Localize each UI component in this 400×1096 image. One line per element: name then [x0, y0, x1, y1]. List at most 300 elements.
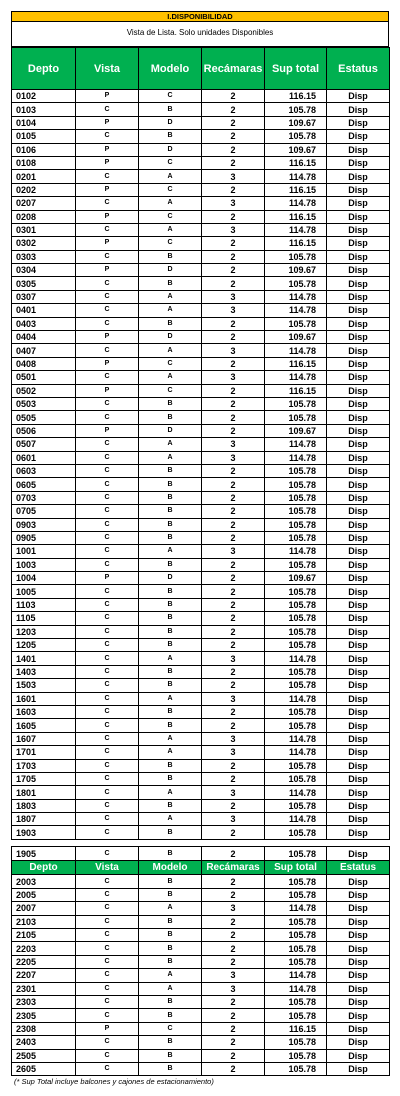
cell-modelo: B — [139, 705, 202, 718]
table-row — [12, 746, 390, 759]
cell-depto: 0108 — [12, 156, 76, 169]
cell-sup-total: 105.78 — [265, 598, 327, 611]
cell-vista: C — [76, 411, 139, 424]
cell-vista: C — [76, 955, 139, 968]
cell-estatus: Disp — [327, 103, 390, 116]
cell-recamaras: 3 — [202, 786, 265, 799]
table-row — [12, 357, 390, 370]
cell-vista: C — [76, 705, 139, 718]
cell-recamaras: 2 — [202, 505, 265, 518]
table-row — [12, 598, 390, 611]
cell-estatus: Disp — [327, 143, 390, 156]
cell-depto: 1103 — [12, 598, 76, 611]
cell-sup-total: 116.15 — [265, 237, 327, 250]
cell-depto: 0407 — [12, 344, 76, 357]
cell-sup-total: 114.78 — [265, 371, 327, 384]
cell-modelo: B — [139, 598, 202, 611]
cell-vista: P — [76, 357, 139, 370]
cell-modelo: A — [139, 170, 202, 183]
cell-recamaras: 2 — [202, 518, 265, 531]
cell-modelo: A — [139, 304, 202, 317]
cell-sup-total: 109.67 — [265, 331, 327, 344]
cell-vista: C — [76, 317, 139, 330]
table-row — [12, 942, 390, 955]
cell-recamaras: 2 — [202, 929, 265, 942]
table-row — [12, 1049, 390, 1062]
cell-estatus: Disp — [327, 969, 390, 982]
cell-sup-total: 105.78 — [265, 518, 327, 531]
cell-estatus: Disp — [327, 799, 390, 812]
cell-estatus: Disp — [327, 875, 390, 888]
cell-vista: C — [76, 996, 139, 1009]
cell-sup-total: 105.78 — [265, 558, 327, 571]
cell-recamaras: 3 — [202, 304, 265, 317]
column-header-depto: Depto — [12, 48, 76, 90]
cell-sup-total: 105.78 — [265, 103, 327, 116]
cell-sup-total: 105.78 — [265, 397, 327, 410]
cell-sup-total: 105.78 — [265, 625, 327, 638]
table-row — [12, 902, 390, 915]
cell-modelo: C — [139, 210, 202, 223]
cell-recamaras: 2 — [202, 250, 265, 263]
cell-depto: 1005 — [12, 585, 76, 598]
cell-recamaras: 3 — [202, 692, 265, 705]
cell-sup-total: 116.15 — [265, 183, 327, 196]
section-banner: I.DISPONIBILIDAD — [11, 11, 389, 22]
cell-depto: 2005 — [12, 888, 76, 901]
cell-sup-total: 114.78 — [265, 732, 327, 745]
cell-vista: P — [76, 90, 139, 103]
cell-modelo: D — [139, 264, 202, 277]
cell-sup-total: 105.78 — [265, 996, 327, 1009]
column-header-modelo: Modelo — [139, 48, 202, 90]
cell-depto: 1105 — [12, 612, 76, 625]
cell-modelo: C — [139, 384, 202, 397]
cell-vista: C — [76, 772, 139, 785]
cell-depto: 0506 — [12, 424, 76, 437]
cell-sup-total: 105.78 — [265, 585, 327, 598]
cell-vista: P — [76, 156, 139, 169]
cell-vista: C — [76, 902, 139, 915]
table-row — [12, 304, 390, 317]
cell-estatus: Disp — [327, 847, 390, 861]
cell-depto: 0305 — [12, 277, 76, 290]
cell-estatus: Disp — [327, 719, 390, 732]
cell-sup-total: 105.78 — [265, 826, 327, 840]
cell-recamaras: 2 — [202, 277, 265, 290]
cell-depto: 0601 — [12, 451, 76, 464]
cell-sup-total: 114.78 — [265, 290, 327, 303]
cell-modelo: B — [139, 639, 202, 652]
cell-sup-total: 114.78 — [265, 746, 327, 759]
column-header-recamaras: Recámaras — [202, 861, 265, 875]
cell-vista: C — [76, 942, 139, 955]
cell-modelo: D — [139, 116, 202, 129]
cell-sup-total: 114.78 — [265, 197, 327, 210]
cell-recamaras: 3 — [202, 290, 265, 303]
cell-recamaras: 2 — [202, 531, 265, 544]
cell-recamaras: 2 — [202, 719, 265, 732]
cell-depto: 2207 — [12, 969, 76, 982]
table-row — [12, 116, 390, 129]
cell-vista: C — [76, 888, 139, 901]
cell-recamaras: 2 — [202, 639, 265, 652]
cell-recamaras: 2 — [202, 116, 265, 129]
cell-vista: C — [76, 103, 139, 116]
cell-vista: C — [76, 304, 139, 317]
cell-recamaras: 3 — [202, 545, 265, 558]
cell-estatus: Disp — [327, 705, 390, 718]
table-row — [12, 847, 390, 861]
cell-modelo: B — [139, 772, 202, 785]
cell-modelo: C — [139, 1022, 202, 1035]
table-row — [12, 558, 390, 571]
cell-estatus: Disp — [327, 424, 390, 437]
cell-vista: C — [76, 585, 139, 598]
table-row — [12, 237, 390, 250]
cell-estatus: Disp — [327, 1062, 390, 1075]
cell-estatus: Disp — [327, 625, 390, 638]
table-row — [12, 732, 390, 745]
cell-recamaras: 3 — [202, 223, 265, 236]
cell-vista: C — [76, 875, 139, 888]
cell-recamaras: 2 — [202, 1062, 265, 1075]
cell-estatus: Disp — [327, 572, 390, 585]
cell-estatus: Disp — [327, 1009, 390, 1022]
table-row — [12, 210, 390, 223]
cell-sup-total: 114.78 — [265, 902, 327, 915]
cell-vista: C — [76, 639, 139, 652]
cell-vista: C — [76, 478, 139, 491]
cell-vista: C — [76, 732, 139, 745]
cell-recamaras: 2 — [202, 585, 265, 598]
cell-vista: C — [76, 371, 139, 384]
cell-modelo: D — [139, 572, 202, 585]
cell-vista: C — [76, 612, 139, 625]
cell-estatus: Disp — [327, 384, 390, 397]
cell-depto: 1003 — [12, 558, 76, 571]
cell-modelo: A — [139, 197, 202, 210]
cell-modelo: A — [139, 902, 202, 915]
cell-vista: C — [76, 652, 139, 665]
table-row — [12, 197, 390, 210]
cell-recamaras: 2 — [202, 598, 265, 611]
availability-document — [11, 11, 389, 1076]
cell-modelo: B — [139, 250, 202, 263]
cell-sup-total: 114.78 — [265, 652, 327, 665]
cell-estatus: Disp — [327, 612, 390, 625]
cell-estatus: Disp — [327, 518, 390, 531]
cell-estatus: Disp — [327, 1022, 390, 1035]
table-row — [12, 478, 390, 491]
cell-estatus: Disp — [327, 915, 390, 928]
cell-depto: 0302 — [12, 237, 76, 250]
cell-depto: 0301 — [12, 223, 76, 236]
cell-vista: C — [76, 1036, 139, 1049]
table-row — [12, 317, 390, 330]
cell-depto: 2505 — [12, 1049, 76, 1062]
cell-sup-total: 114.78 — [265, 813, 327, 826]
cell-depto: 0304 — [12, 264, 76, 277]
cell-recamaras: 2 — [202, 411, 265, 424]
cell-recamaras: 2 — [202, 679, 265, 692]
cell-depto: 0603 — [12, 464, 76, 477]
cell-sup-total: 116.15 — [265, 384, 327, 397]
cell-recamaras: 2 — [202, 665, 265, 678]
cell-sup-total: 109.67 — [265, 572, 327, 585]
cell-modelo: B — [139, 915, 202, 928]
cell-estatus: Disp — [327, 759, 390, 772]
table-row — [12, 826, 390, 840]
cell-modelo: B — [139, 875, 202, 888]
cell-sup-total: 105.78 — [265, 505, 327, 518]
table-row — [12, 786, 390, 799]
cell-depto: 0401 — [12, 304, 76, 317]
table-row — [12, 612, 390, 625]
cell-vista: C — [76, 746, 139, 759]
cell-estatus: Disp — [327, 786, 390, 799]
cell-recamaras: 2 — [202, 826, 265, 840]
table-row — [12, 719, 390, 732]
cell-sup-total: 114.78 — [265, 969, 327, 982]
cell-sup-total: 114.78 — [265, 223, 327, 236]
cell-recamaras: 2 — [202, 942, 265, 955]
cell-recamaras: 3 — [202, 813, 265, 826]
cell-sup-total: 114.78 — [265, 545, 327, 558]
cell-depto: 2105 — [12, 929, 76, 942]
cell-vista: C — [76, 1009, 139, 1022]
column-header-sup-total: Sup total — [265, 48, 327, 90]
cell-recamaras: 2 — [202, 875, 265, 888]
cell-vista: C — [76, 223, 139, 236]
cell-sup-total: 105.78 — [265, 719, 327, 732]
cell-depto: 1703 — [12, 759, 76, 772]
cell-modelo: B — [139, 847, 202, 861]
cell-vista: P — [76, 331, 139, 344]
cell-estatus: Disp — [327, 344, 390, 357]
cell-sup-total: 105.78 — [265, 875, 327, 888]
cell-recamaras: 2 — [202, 156, 265, 169]
cell-recamaras: 2 — [202, 331, 265, 344]
cell-sup-total: 105.78 — [265, 639, 327, 652]
cell-modelo: A — [139, 223, 202, 236]
cell-depto: 0501 — [12, 371, 76, 384]
cell-sup-total: 105.78 — [265, 1049, 327, 1062]
cell-estatus: Disp — [327, 888, 390, 901]
cell-modelo: B — [139, 1049, 202, 1062]
cell-estatus: Disp — [327, 679, 390, 692]
cell-recamaras: 2 — [202, 799, 265, 812]
cell-vista: C — [76, 929, 139, 942]
cell-recamaras: 2 — [202, 705, 265, 718]
cell-depto: 0403 — [12, 317, 76, 330]
cell-estatus: Disp — [327, 223, 390, 236]
cell-vista: C — [76, 464, 139, 477]
table-row — [12, 384, 390, 397]
cell-vista: C — [76, 759, 139, 772]
cell-modelo: B — [139, 955, 202, 968]
cell-modelo: B — [139, 996, 202, 1009]
table-row — [12, 692, 390, 705]
cell-modelo: B — [139, 1062, 202, 1075]
cell-vista: C — [76, 170, 139, 183]
cell-vista: C — [76, 719, 139, 732]
cell-modelo: A — [139, 982, 202, 995]
cell-modelo: A — [139, 451, 202, 464]
cell-recamaras: 2 — [202, 424, 265, 437]
cell-depto: 2605 — [12, 1062, 76, 1075]
cell-depto: 1601 — [12, 692, 76, 705]
cell-vista: P — [76, 116, 139, 129]
cell-recamaras: 3 — [202, 344, 265, 357]
cell-modelo: B — [139, 397, 202, 410]
column-header-vista: Vista — [76, 861, 139, 875]
cell-recamaras: 2 — [202, 464, 265, 477]
table-row — [12, 875, 390, 888]
cell-modelo: B — [139, 665, 202, 678]
cell-vista: C — [76, 679, 139, 692]
cell-estatus: Disp — [327, 982, 390, 995]
table-row — [12, 531, 390, 544]
cell-vista: C — [76, 531, 139, 544]
cell-sup-total: 116.15 — [265, 357, 327, 370]
table-row — [12, 438, 390, 451]
cell-estatus: Disp — [327, 942, 390, 955]
cell-sup-total: 105.78 — [265, 942, 327, 955]
cell-estatus: Disp — [327, 197, 390, 210]
cell-estatus: Disp — [327, 902, 390, 915]
cell-estatus: Disp — [327, 290, 390, 303]
cell-recamaras: 3 — [202, 902, 265, 915]
column-header-sup-total: Sup total — [265, 861, 327, 875]
cell-recamaras: 3 — [202, 451, 265, 464]
cell-modelo: B — [139, 411, 202, 424]
cell-depto: 1503 — [12, 679, 76, 692]
cell-recamaras: 2 — [202, 264, 265, 277]
cell-vista: P — [76, 183, 139, 196]
cell-sup-total: 114.78 — [265, 344, 327, 357]
cell-depto: 0502 — [12, 384, 76, 397]
cell-sup-total: 105.78 — [265, 1036, 327, 1049]
cell-depto: 2303 — [12, 996, 76, 1009]
cell-sup-total: 114.78 — [265, 304, 327, 317]
cell-vista: P — [76, 210, 139, 223]
cell-sup-total: 105.78 — [265, 1062, 327, 1075]
cell-estatus: Disp — [327, 665, 390, 678]
cell-vista: C — [76, 692, 139, 705]
cell-modelo: A — [139, 813, 202, 826]
cell-estatus: Disp — [327, 929, 390, 942]
cell-estatus: Disp — [327, 531, 390, 544]
cell-recamaras: 2 — [202, 888, 265, 901]
cell-depto: 0208 — [12, 210, 76, 223]
cell-vista: P — [76, 424, 139, 437]
cell-vista: C — [76, 558, 139, 571]
cell-depto: 0103 — [12, 103, 76, 116]
table-row — [12, 1036, 390, 1049]
cell-modelo: B — [139, 531, 202, 544]
table-body — [12, 90, 390, 840]
cell-modelo: B — [139, 759, 202, 772]
cell-modelo: B — [139, 942, 202, 955]
cell-estatus: Disp — [327, 639, 390, 652]
cell-estatus: Disp — [327, 826, 390, 840]
cell-recamaras: 3 — [202, 746, 265, 759]
cell-modelo: C — [139, 156, 202, 169]
table-row — [12, 1022, 390, 1035]
table-row — [12, 170, 390, 183]
table-row — [12, 545, 390, 558]
cell-vista: C — [76, 290, 139, 303]
cell-estatus: Disp — [327, 732, 390, 745]
cell-vista: C — [76, 130, 139, 143]
cell-depto: 1705 — [12, 772, 76, 785]
cell-recamaras: 2 — [202, 915, 265, 928]
cell-recamaras: 3 — [202, 371, 265, 384]
cell-estatus: Disp — [327, 813, 390, 826]
cell-vista: C — [76, 826, 139, 840]
cell-sup-total: 114.78 — [265, 786, 327, 799]
availability-table — [11, 47, 390, 840]
cell-depto: 2103 — [12, 915, 76, 928]
cell-depto: 0207 — [12, 197, 76, 210]
cell-depto: 2203 — [12, 942, 76, 955]
cell-modelo: D — [139, 143, 202, 156]
cell-sup-total: 105.78 — [265, 679, 327, 692]
table-row — [12, 397, 390, 410]
cell-recamaras: 2 — [202, 357, 265, 370]
cell-estatus: Disp — [327, 1036, 390, 1049]
cell-recamaras: 2 — [202, 847, 265, 861]
cell-vista: C — [76, 799, 139, 812]
cell-depto: 1603 — [12, 705, 76, 718]
cell-recamaras: 3 — [202, 197, 265, 210]
cell-recamaras: 2 — [202, 130, 265, 143]
table-row — [12, 464, 390, 477]
table-row — [12, 772, 390, 785]
cell-depto: 0903 — [12, 518, 76, 531]
cell-modelo: B — [139, 612, 202, 625]
cell-estatus: Disp — [327, 478, 390, 491]
table-row — [12, 264, 390, 277]
cell-sup-total: 114.78 — [265, 982, 327, 995]
cell-estatus: Disp — [327, 237, 390, 250]
cell-vista: P — [76, 572, 139, 585]
cell-recamaras: 3 — [202, 438, 265, 451]
table-row — [12, 572, 390, 585]
table-row — [12, 183, 390, 196]
cell-estatus: Disp — [327, 170, 390, 183]
cell-vista: C — [76, 505, 139, 518]
cell-modelo: B — [139, 103, 202, 116]
cell-estatus: Disp — [327, 331, 390, 344]
cell-vista: C — [76, 197, 139, 210]
table-row — [12, 799, 390, 812]
cell-estatus: Disp — [327, 116, 390, 129]
cell-vista: C — [76, 344, 139, 357]
cell-vista: C — [76, 451, 139, 464]
cell-vista: P — [76, 384, 139, 397]
cell-estatus: Disp — [327, 505, 390, 518]
cell-recamaras: 2 — [202, 143, 265, 156]
cell-vista: C — [76, 969, 139, 982]
cell-depto: 0605 — [12, 478, 76, 491]
cell-recamaras: 2 — [202, 397, 265, 410]
cell-depto: 2007 — [12, 902, 76, 915]
table-row — [12, 982, 390, 995]
column-header-estatus: Estatus — [327, 861, 390, 875]
cell-modelo: B — [139, 1036, 202, 1049]
